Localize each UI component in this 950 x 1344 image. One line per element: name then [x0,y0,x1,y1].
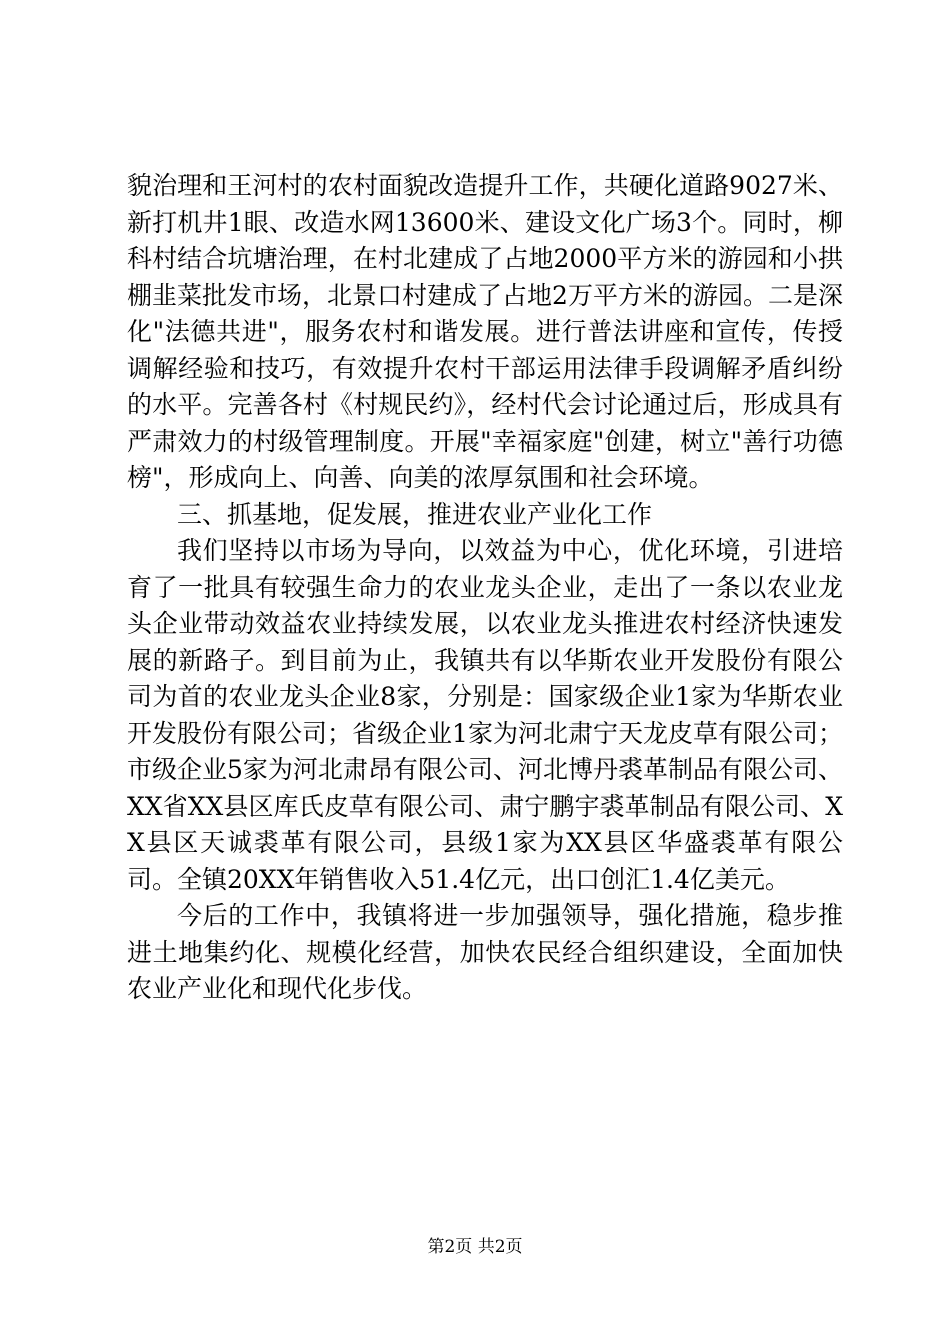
page-footer: 第2页 共2页 [427,1237,523,1257]
paragraph-2: 我们坚持以市场为导向，以效益为中心，优化环境，引进培育了一批具有较强生命力的农业龙头企业，走出了一条以农业龙头企业带动效益农业持续发展，以农业龙头推进农村经济快速发展的新路子。到目前为止，我镇共有以华斯农业开发股份有限公司为首的农业龙头企业8家，分别是：国家级企业1家为华斯农业开发股份有限公司；省级企业1家为河北肃宁天龙皮草有限公司；市级企业5家为河北肃昂有限公司、河北博丹裘革制品有限公司、XX省XX县区库氏皮草有限公司、肃宁鹏宇裘革制品有限公司、XX县区天诚裘革有限公司，县级1家为XX县区华盛裘革有限公司。全镇20XX年销售收入51.4亿元，出口创汇1.4亿美元。 [127,536,843,894]
paragraph-3: 今后的工作中，我镇将进一步加强领导，强化措施，稳步推进土地集约化、规模化经营，加快农民经合组织建设，全面加快农业产业化和现代化步伐。 [127,901,843,1003]
document-body [127,168,843,1008]
section-heading: 三、抓基地，促发展，推进农业产业化工作 [177,499,653,529]
paragraph-1: 貌治理和王河村的农村面貌改造提升工作，共硬化道路9027米、新打机井1眼、改造水网13600米、建设文化广场3个。同时，柳科村结合坑塘治理，在村北建成了占地2000平方米的游园和小拱棚韭菜批发市场，北景口村建成了占地2万平方米的游园。二是深化"法德共进"，服务农村和谐发展。进行普法讲座和宣传，传授调解经验和技巧，有效提升农村干部运用法律手段调解矛盾纠纷的水平。完善各村《村规民约》，经村代会讨论通过后，形成具有严肃效力的村级管理制度。开展"幸福家庭"创建，树立"善行功德榜"，形成向上、向善、向美的浓厚氛围和社会环境。 [127,171,843,492]
